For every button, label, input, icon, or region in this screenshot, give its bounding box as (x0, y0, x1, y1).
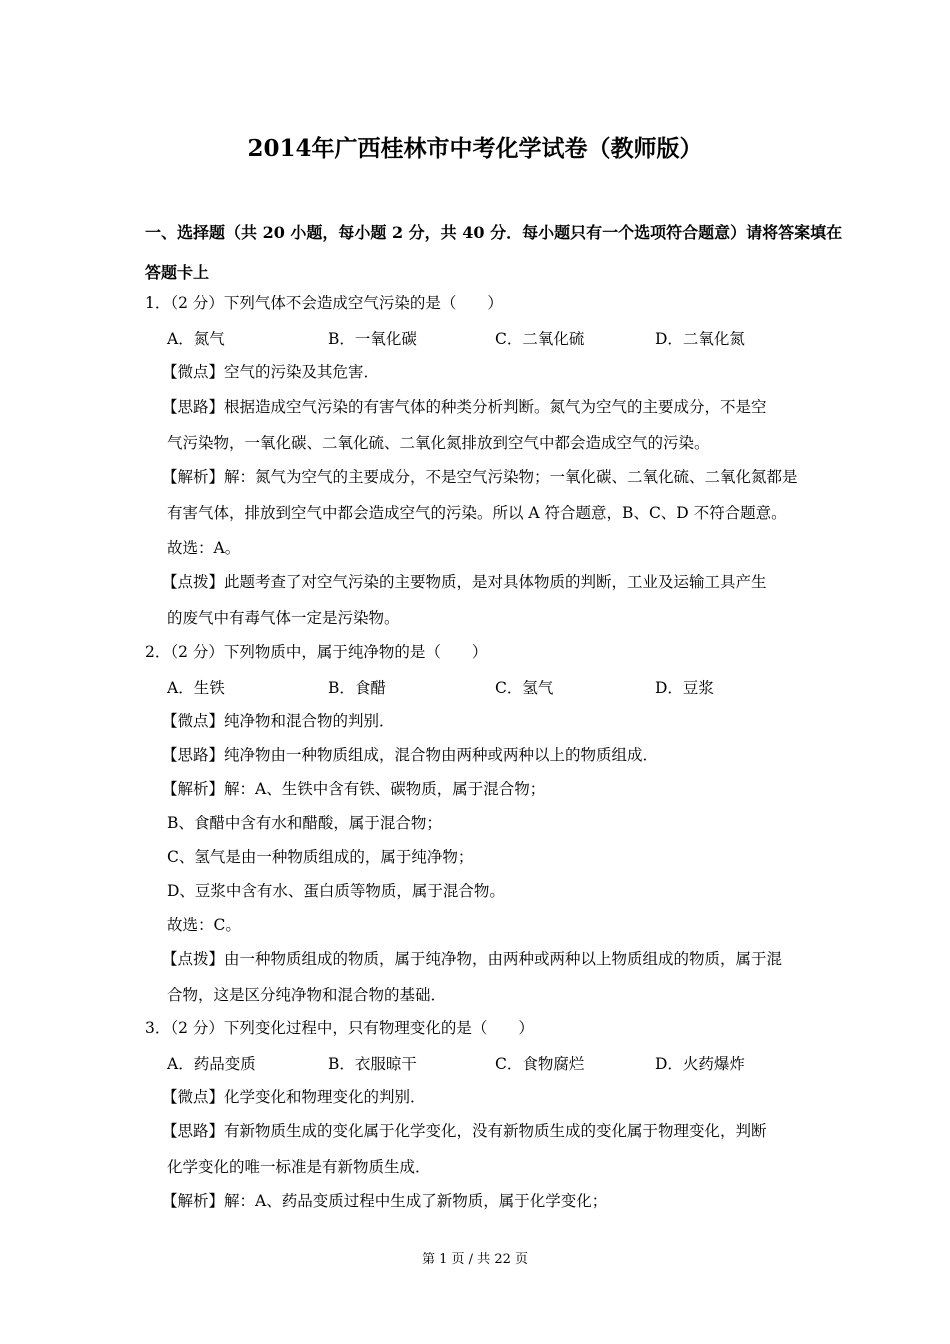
question-1-option-c: C．二氧化硫 (495, 330, 585, 348)
question-1-option-b: B．一氧化碳 (328, 330, 417, 348)
question-2-analysis-d: D、豆浆中含有水、蛋白质等物质，属于混合物。 (167, 882, 505, 900)
question-1-option-d: D．二氧化氮 (655, 330, 745, 348)
question-1-point: 【微点】空气的污染及其危害． (162, 363, 380, 381)
question-1-answer: 故选：A。 (167, 539, 241, 557)
question-1-analysis: 【解析】解：氮气为空气的主要成分，不是空气污染物；一氧化碳、二氧化硫、二氧化氮都是 (162, 468, 798, 486)
question-1-comment: 【点拨】此题考查了对空气污染的主要物质，是对具体物质的判断，工业及运输工具产生 (162, 573, 767, 591)
question-2-answer: 故选：C。 (167, 916, 241, 934)
question-2-analysis-c: C、氢气是由一种物质组成的，属于纯净物； (167, 848, 474, 866)
question-3-option-a: A．药品变质 (167, 1055, 256, 1073)
question-2-option-d: D．豆浆 (655, 679, 714, 697)
page-footer: 第 1 页 / 共 22 页 (422, 1252, 528, 1267)
question-3-option-b: B．衣服晾干 (328, 1055, 417, 1073)
question-2-option-b: B．食醋 (328, 679, 386, 697)
question-1-stem: 1．（2 分）下列气体不会造成空气污染的是（ ） (145, 294, 503, 312)
question-2-idea: 【思路】纯净物由一种物质组成，混合物由两种或两种以上的物质组成． (162, 746, 659, 764)
page-title: 2014年广西桂林市中考化学试卷（教师版） (247, 135, 703, 162)
section-heading-cont: 答题卡上 (145, 263, 210, 282)
section-heading: 一、选择题（共 20 小题，每小题 2 分，共 40 分．每小题只有一个选项符合题意）请将答案填在 (145, 223, 843, 242)
question-3-stem: 3．（2 分）下列变化过程中，只有物理变化的是（ ） (145, 1019, 534, 1037)
question-3-idea-cont: 化学变化的唯一标准是有新物质生成． (167, 1158, 431, 1176)
question-1-idea: 【思路】根据造成空气污染的有害气体的种类分析判断。氮气为空气的主要成分，不是空 (162, 398, 767, 416)
question-2-option-c: C．氢气 (495, 679, 554, 697)
question-1-comment-cont: 的废气中有毒气体一定是污染物。 (167, 609, 400, 627)
question-2-comment: 【点拨】由一种物质组成的物质，属于纯净物，由两种或两种以上物质组成的物质，属于混 (162, 950, 783, 968)
question-3-analysis: 【解析】解：A、药品变质过程中生成了新物质，属于化学变化； (162, 1192, 608, 1210)
question-2-comment-cont: 合物，这是区分纯净物和混合物的基础． (167, 986, 447, 1004)
question-2-stem: 2．（2 分）下列物质中，属于纯净物的是（ ） (145, 643, 488, 661)
question-3-idea: 【思路】有新物质生成的变化属于化学变化，没有新物质生成的变化属于物理变化，判断 (162, 1122, 767, 1140)
question-2-analysis: 【解析】解：A、生铁中含有铁、碳物质，属于混合物； (162, 780, 546, 798)
question-3-option-d: D．火药爆炸 (655, 1055, 745, 1073)
question-3-option-c: C．食物腐烂 (495, 1055, 585, 1073)
question-1-analysis-cont: 有害气体，排放到空气中都会造成空气的污染。所以 A 符合题意，B、C、D 不符合题意。 (167, 504, 787, 522)
question-2-point: 【微点】纯净物和混合物的判别． (162, 712, 395, 730)
question-1-idea-cont: 气污染物，一氧化碳、二氧化硫、二氧化氮排放到空气中都会造成空气的污染。 (167, 434, 710, 452)
question-2-analysis-b: B、食醋中含有水和醋酸，属于混合物； (167, 814, 442, 832)
question-1-option-a: A．氮气 (167, 330, 225, 348)
question-3-point: 【微点】化学变化和物理变化的判别． (162, 1088, 426, 1106)
question-2-option-a: A．生铁 (167, 679, 225, 697)
